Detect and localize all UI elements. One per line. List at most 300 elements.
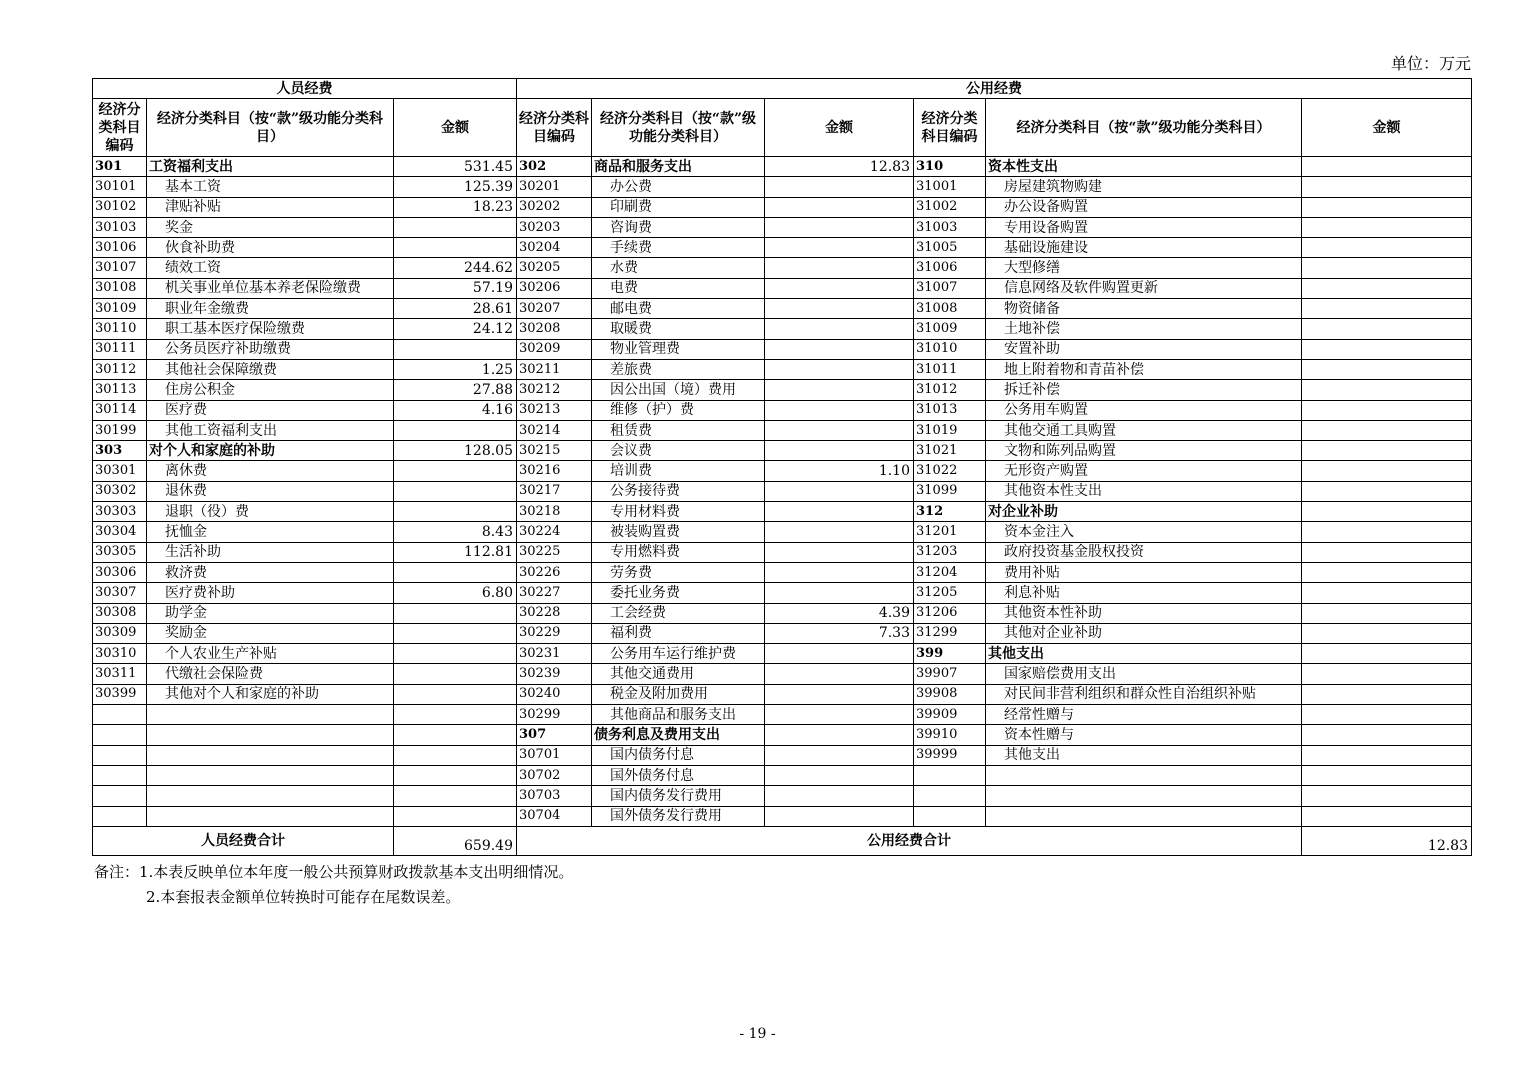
table-row [93,420,1472,440]
code-cell: 39910 [914,725,986,745]
subject-cell: 差旅费 [592,359,765,379]
amount-cell [394,745,517,765]
subject-cell: 助学金 [147,603,394,623]
subject-cell: 其他支出 [986,745,1302,765]
amount-cell [765,278,914,298]
subject-cell [147,725,394,745]
amount-cell [394,664,517,684]
code-cell: 30204 [517,238,592,258]
subject-cell [147,786,394,806]
table-row [93,238,1472,258]
subject-cell: 对企业补助 [986,502,1302,522]
subject-cell: 地上附着物和青苗补偿 [986,359,1302,379]
subject-cell: 国内债务付息 [592,745,765,765]
amount-cell [1302,481,1472,501]
amount-header: 金额 [394,99,517,157]
code-cell: 31021 [914,441,986,461]
amount-cell: 27.88 [394,380,517,400]
code-cell: 30703 [517,786,592,806]
code-cell: 30209 [517,339,592,359]
code-cell: 30311 [93,664,147,684]
code-cell: 31010 [914,339,986,359]
amount-cell [765,725,914,745]
subject-cell: 个人农业生产补贴 [147,644,394,664]
table-row [93,522,1472,542]
code-cell [914,765,986,785]
subject-cell: 委托业务费 [592,583,765,603]
subject-cell: 物业管理费 [592,339,765,359]
subject-cell: 专用燃料费 [592,542,765,562]
code-header: 经济分类科目编码 [914,99,986,157]
table-row [93,157,1472,177]
amount-cell [1302,400,1472,420]
code-cell: 30201 [517,177,592,197]
subject-cell [986,765,1302,785]
subject-cell: 水费 [592,258,765,278]
amount-cell [765,664,914,684]
subject-cell: 工资福利支出 [147,157,394,177]
subject-cell: 其他工资福利支出 [147,420,394,440]
code-cell: 31001 [914,177,986,197]
amount-cell: 1.10 [765,461,914,481]
amount-cell [1302,583,1472,603]
amount-cell [1302,217,1472,237]
amount-cell [1302,420,1472,440]
subject-cell: 大型修缮 [986,258,1302,278]
subject-cell [147,705,394,725]
code-cell [93,745,147,765]
code-cell: 30303 [93,502,147,522]
code-cell: 30704 [517,806,592,826]
subject-cell: 土地补偿 [986,319,1302,339]
table-row [93,177,1472,197]
amount-cell [394,644,517,664]
amount-cell [765,238,914,258]
subject-cell: 手续费 [592,238,765,258]
amount-cell [1302,684,1472,704]
amount-cell [1302,461,1472,481]
amount-cell [765,583,914,603]
amount-cell [765,441,914,461]
subject-cell: 伙食补助费 [147,238,394,258]
amount-cell [765,562,914,582]
subject-cell: 税金及附加费用 [592,684,765,704]
subject-cell: 办公费 [592,177,765,197]
code-cell: 30102 [93,197,147,217]
amount-cell [765,806,914,826]
amount-cell [394,603,517,623]
subject-cell: 利息补贴 [986,583,1302,603]
subject-cell: 其他支出 [986,644,1302,664]
table-row [93,806,1472,826]
amount-cell: 7.33 [765,623,914,643]
code-header: 经济分类科目编码 [93,99,147,157]
subject-cell [147,806,394,826]
amount-cell [1302,603,1472,623]
amount-cell: 128.05 [394,441,517,461]
subject-cell: 国外债务付息 [592,765,765,785]
code-cell: 30227 [517,583,592,603]
subject-cell: 津贴补贴 [147,197,394,217]
amount-cell: 531.45 [394,157,517,177]
amount-cell [394,461,517,481]
code-cell: 301 [93,157,147,177]
amount-cell [765,481,914,501]
table-row [93,359,1472,379]
subject-cell: 办公设备购置 [986,197,1302,217]
section-header-row [93,79,1472,99]
amount-cell [1302,157,1472,177]
table-row [93,765,1472,785]
subject-cell: 离休费 [147,461,394,481]
code-cell: 302 [517,157,592,177]
table-row [93,684,1472,704]
amount-cell: 24.12 [394,319,517,339]
subject-header: 经济分类科目（按“款”级功能分类科目） [147,99,394,157]
personnel-total-amount: 659.49 [394,826,517,855]
amount-cell [1302,705,1472,725]
amount-cell [765,644,914,664]
code-cell [93,786,147,806]
code-cell: 30199 [93,420,147,440]
code-cell: 30114 [93,400,147,420]
subject-cell [986,786,1302,806]
subject-cell: 因公出国（境）费用 [592,380,765,400]
amount-cell [1302,644,1472,664]
subject-cell: 奖励金 [147,623,394,643]
subject-header: 经济分类科目（按“款”级功能分类科目） [986,99,1302,157]
code-cell: 30304 [93,522,147,542]
table-row [93,562,1472,582]
amount-cell [1302,299,1472,319]
subject-cell: 国内债务发行费用 [592,786,765,806]
subject-cell: 其他资本性补助 [986,603,1302,623]
amount-cell: 12.83 [765,157,914,177]
table-row [93,502,1472,522]
table-row [93,339,1472,359]
amount-cell [394,217,517,237]
code-cell: 30203 [517,217,592,237]
code-cell: 30302 [93,481,147,501]
subject-cell: 公务用车购置 [986,400,1302,420]
subject-cell: 退职（役）费 [147,502,394,522]
code-cell: 31022 [914,461,986,481]
code-cell: 31099 [914,481,986,501]
code-cell [93,806,147,826]
subject-cell: 印刷费 [592,197,765,217]
code-cell: 30215 [517,441,592,461]
code-cell: 303 [93,441,147,461]
code-cell: 30206 [517,278,592,298]
table-row [93,745,1472,765]
amount-cell [1302,522,1472,542]
subject-cell: 公务接待费 [592,481,765,501]
subject-cell: 工会经费 [592,603,765,623]
code-cell [93,725,147,745]
subject-cell: 住房公积金 [147,380,394,400]
subject-cell: 福利费 [592,623,765,643]
amount-cell [394,339,517,359]
subject-cell: 维修（护）费 [592,400,765,420]
table-row [93,583,1472,603]
table-row [93,217,1472,237]
note-2: 2.本套报表金额单位转换时可能存在尾数误差。 [146,888,461,906]
code-cell: 31299 [914,623,986,643]
subject-header: 经济分类科目（按“款”级功能分类科目） [592,99,765,157]
code-cell: 30701 [517,745,592,765]
code-cell: 31204 [914,562,986,582]
amount-cell [1302,339,1472,359]
amount-cell [1302,441,1472,461]
code-cell: 30107 [93,258,147,278]
amount-cell [765,705,914,725]
code-cell: 399 [914,644,986,664]
amount-header: 金额 [1302,99,1472,157]
subject-cell: 对民间非营利组织和群众性自治组织补贴 [986,684,1302,704]
amount-cell [1302,765,1472,785]
table-row [93,441,1472,461]
subject-cell: 其他社会保障缴费 [147,359,394,379]
totals-row [93,826,1472,855]
subject-cell: 商品和服务支出 [592,157,765,177]
amount-cell [1302,786,1472,806]
code-cell: 39907 [914,664,986,684]
table-row [93,319,1472,339]
amount-cell [394,705,517,725]
subject-cell: 其他对企业补助 [986,623,1302,643]
code-cell: 30214 [517,420,592,440]
table-row [93,542,1472,562]
subject-cell: 公务用车运行维护费 [592,644,765,664]
code-cell: 31007 [914,278,986,298]
code-cell: 30399 [93,684,147,704]
code-cell [914,786,986,806]
subject-cell: 职业年金缴费 [147,299,394,319]
amount-cell: 112.81 [394,542,517,562]
code-cell: 30239 [517,664,592,684]
code-cell: 30231 [517,644,592,664]
amount-cell [765,380,914,400]
table-row [93,705,1472,725]
amount-cell [1302,502,1472,522]
code-cell: 30240 [517,684,592,704]
code-cell: 30202 [517,197,592,217]
subject-cell: 债务利息及费用支出 [592,725,765,745]
code-cell: 39908 [914,684,986,704]
subject-cell: 机关事业单位基本养老保险缴费 [147,278,394,298]
subject-cell: 政府投资基金股权投资 [986,542,1302,562]
subject-cell: 电费 [592,278,765,298]
subject-cell [147,765,394,785]
subject-cell: 其他对个人和家庭的补助 [147,684,394,704]
code-cell: 30111 [93,339,147,359]
subject-cell: 被装购置费 [592,522,765,542]
amount-cell: 57.19 [394,278,517,298]
amount-cell [765,339,914,359]
code-cell: 30217 [517,481,592,501]
code-cell: 31009 [914,319,986,339]
amount-cell [1302,806,1472,826]
subject-cell: 国外债务发行费用 [592,806,765,826]
amount-cell: 244.62 [394,258,517,278]
amount-cell: 18.23 [394,197,517,217]
amount-cell [765,502,914,522]
subject-cell: 资本性赠与 [986,725,1302,745]
code-cell: 30112 [93,359,147,379]
amount-cell: 4.39 [765,603,914,623]
subject-cell [986,806,1302,826]
code-cell: 30205 [517,258,592,278]
subject-cell: 国家赔偿费用支出 [986,664,1302,684]
table-row [93,664,1472,684]
amount-cell [765,217,914,237]
table-row [93,461,1472,481]
amount-cell [394,562,517,582]
amount-cell [765,359,914,379]
subject-cell: 经常性赠与 [986,705,1302,725]
amount-cell: 1.25 [394,359,517,379]
amount-cell [1302,359,1472,379]
code-cell: 30228 [517,603,592,623]
code-cell: 30208 [517,319,592,339]
amount-cell [394,765,517,785]
code-cell: 30310 [93,644,147,664]
amount-cell [1302,542,1472,562]
code-cell [93,765,147,785]
subject-cell: 会议费 [592,441,765,461]
subject-cell: 基础设施建设 [986,238,1302,258]
subject-cell: 培训费 [592,461,765,481]
code-cell: 310 [914,157,986,177]
amount-header: 金额 [765,99,914,157]
table-row [93,380,1472,400]
subject-cell: 职工基本医疗保险缴费 [147,319,394,339]
code-cell: 39999 [914,745,986,765]
code-cell: 39909 [914,705,986,725]
amount-cell [394,786,517,806]
subject-cell: 专用设备购置 [986,217,1302,237]
code-cell: 30101 [93,177,147,197]
code-cell: 31011 [914,359,986,379]
code-cell: 30213 [517,400,592,420]
code-cell: 31201 [914,522,986,542]
amount-cell [1302,278,1472,298]
code-cell: 30299 [517,705,592,725]
amount-cell [394,806,517,826]
amount-cell [394,238,517,258]
code-cell: 31008 [914,299,986,319]
table-row [93,278,1472,298]
code-cell: 31003 [914,217,986,237]
code-cell: 30211 [517,359,592,379]
note-1: 备注：1.本表反映单位本年度一般公共预算财政拨款基本支出明细情况。 [94,863,574,881]
subject-cell: 救济费 [147,562,394,582]
code-cell: 31002 [914,197,986,217]
subject-cell: 信息网络及软件购置更新 [986,278,1302,298]
code-cell: 31005 [914,238,986,258]
table-row [93,786,1472,806]
subject-cell: 抚恤金 [147,522,394,542]
code-cell: 30308 [93,603,147,623]
code-cell: 30702 [517,765,592,785]
subject-cell: 咨询费 [592,217,765,237]
code-cell: 30229 [517,623,592,643]
code-cell: 30212 [517,380,592,400]
code-cell: 30306 [93,562,147,582]
amount-cell: 28.61 [394,299,517,319]
code-cell: 30218 [517,502,592,522]
subject-cell: 基本工资 [147,177,394,197]
amount-cell [1302,745,1472,765]
table-row [93,725,1472,745]
amount-cell [765,542,914,562]
subject-cell: 劳务费 [592,562,765,582]
amount-cell [1302,623,1472,643]
personnel-section-header: 人员经费 [93,79,517,99]
amount-cell [394,725,517,745]
amount-cell [765,684,914,704]
table-row [93,603,1472,623]
code-cell: 30224 [517,522,592,542]
table-row [93,644,1472,664]
table-row [93,197,1472,217]
subject-cell: 专用材料费 [592,502,765,522]
table-row [93,299,1472,319]
code-cell: 31013 [914,400,986,420]
code-cell: 30307 [93,583,147,603]
subject-cell: 安置补助 [986,339,1302,359]
amount-cell [394,481,517,501]
amount-cell [765,197,914,217]
subject-cell: 其他资本性支出 [986,481,1302,501]
amount-cell [765,765,914,785]
amount-cell [394,502,517,522]
amount-cell: 4.16 [394,400,517,420]
page-number: - 19 - [739,1026,776,1042]
subject-cell: 奖金 [147,217,394,237]
public-section-header: 公用经费 [517,79,1472,99]
subject-cell: 其他商品和服务支出 [592,705,765,725]
code-cell: 30305 [93,542,147,562]
public-total-label: 公用经费合计 [517,826,1302,855]
amount-cell [1302,380,1472,400]
code-cell: 30225 [517,542,592,562]
amount-cell [1302,258,1472,278]
amount-cell: 8.43 [394,522,517,542]
code-cell: 30108 [93,278,147,298]
amount-cell [1302,664,1472,684]
personnel-total-label: 人员经费合计 [93,826,394,855]
amount-cell [394,623,517,643]
subject-cell: 其他交通工具购置 [986,420,1302,440]
code-cell: 312 [914,502,986,522]
amount-cell [765,522,914,542]
amount-cell [765,177,914,197]
subject-cell: 费用补贴 [986,562,1302,582]
subject-cell: 其他交通费用 [592,664,765,684]
subject-cell: 医疗费 [147,400,394,420]
subject-cell: 退休费 [147,481,394,501]
amount-cell: 125.39 [394,177,517,197]
code-cell: 30301 [93,461,147,481]
amount-cell [1302,238,1472,258]
amount-cell [765,786,914,806]
code-header: 经济分类科目编码 [517,99,592,157]
subject-cell: 租赁费 [592,420,765,440]
subject-cell: 房屋建筑物购建 [986,177,1302,197]
code-cell [93,705,147,725]
code-cell: 31019 [914,420,986,440]
